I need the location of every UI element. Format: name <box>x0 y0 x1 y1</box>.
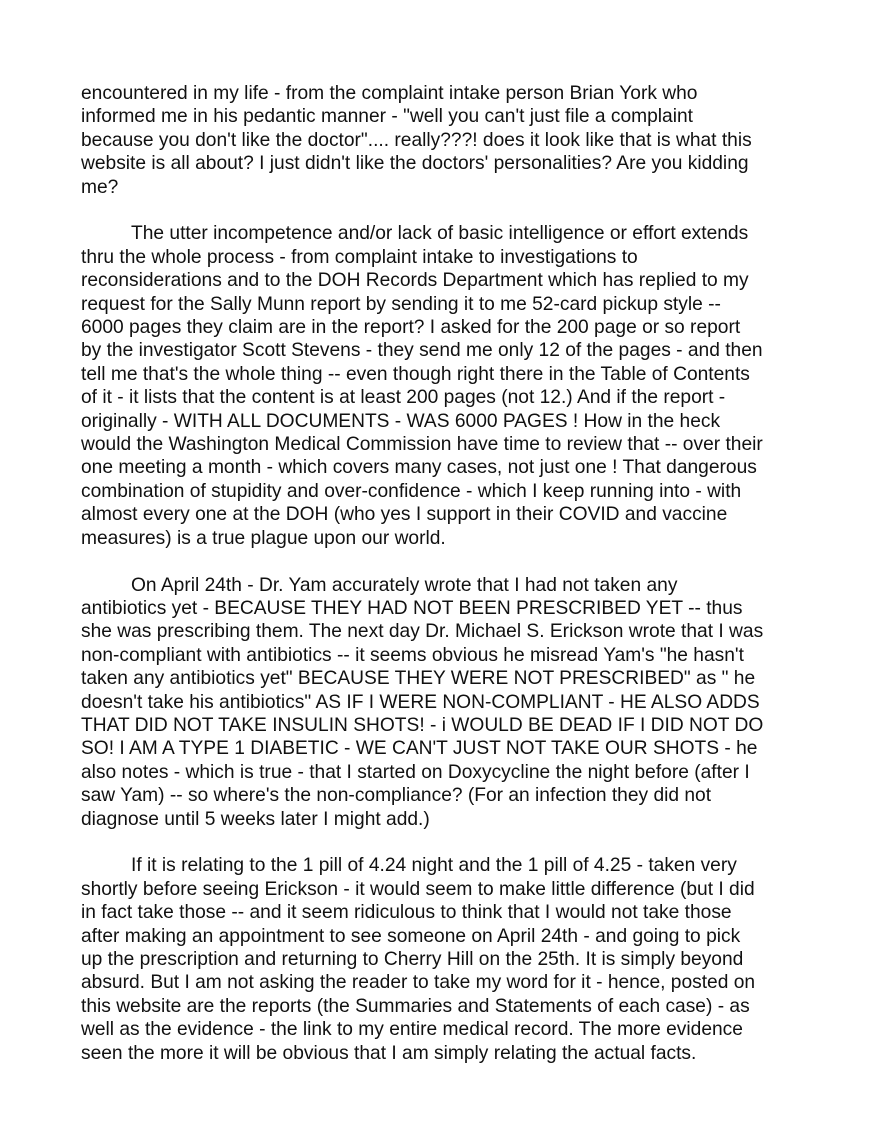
text-line: encountered in my life - from the complaint intake person Brian York who <box>81 83 698 104</box>
document-body <box>81 82 801 1088</box>
text-line: website is all about? I just didn't like the doctors' personalities? Are you kidding <box>81 153 749 175</box>
text-line: doesn't take his antibiotics" AS IF I WERE NON-COMPLIANT - HE ALSO ADDS <box>81 691 760 713</box>
text-line: in fact take those -- and it seem ridiculous to think that I would not take those <box>81 902 732 924</box>
text-line: tell me that's the whole thing -- even though right there in the Table of Contents <box>81 363 750 385</box>
text-line: THAT DID NOT TAKE INSULIN SHOTS! - i WOULD BE DEAD IF I DID NOT DO <box>81 714 764 736</box>
text-line: by the investigator Scott Stevens - they send me only 12 of the pages - and then <box>81 340 763 362</box>
text-line: one meeting a month - which covers many cases, not just one ! That dangerous <box>81 457 757 479</box>
text-line: diagnose until 5 weeks later I might add.) <box>81 808 430 830</box>
text-line: combination of stupidity and over-confidence - which I keep running into - with <box>81 480 742 502</box>
text-line: also notes - which is true - that I started on Doxycycline the night before (after I <box>81 761 750 783</box>
text-line-content: On April 24th - Dr. Yam accurately wrote that I had not taken any <box>131 574 678 596</box>
text-line: reconsiderations and to the DOH Records Department which has replied to my <box>81 270 749 292</box>
text-line: informed me in his pedantic manner - "well you can't just file a complaint <box>81 106 693 128</box>
text-line: me? <box>81 176 119 198</box>
text-line: after making an appointment to see someone on April 24th - and going to pick <box>81 925 741 947</box>
text-line: because you don't like the doctor".... really???! does it look like that is what this <box>81 129 752 151</box>
paragraph <box>81 222 801 550</box>
text-line: almost every one at the DOH (who yes I support in their COVID and vaccine <box>81 504 728 526</box>
text-line: SO! I AM A TYPE 1 DIABETIC - WE CAN'T JUST NOT TAKE OUR SHOTS - he <box>81 738 758 760</box>
text-line: seen the more it will be obvious that I am simply relating the actual facts. <box>81 1042 697 1064</box>
text-line: well as the evidence - the link to my entire medical record. The more evidence <box>81 1019 743 1041</box>
text-line: taken any antibiotics yet" BECAUSE THEY WERE NOT PRESCRIBED" as " he <box>81 668 756 690</box>
text-line: request for the Sally Munn report by sending it to me 52-card pickup style -- <box>81 293 721 315</box>
text-line: would the Washington Medical Commission have time to review that -- over their <box>81 434 763 456</box>
paragraph <box>81 854 801 1065</box>
text-line: up the prescription and returning to Cherry Hill on the 25th. It is simply beyond <box>81 948 744 970</box>
text-line: of it - it lists that the content is at least 200 pages (not 12.) And if the report - <box>81 387 726 409</box>
text-line-content: If it is relating to the 1 pill of 4.24 night and the 1 pill of 4.25 - taken very <box>131 855 737 877</box>
text-line: she was prescribing them. The next day Dr. Michael S. Erickson wrote that I was <box>81 621 764 643</box>
text-line: this website are the reports (the Summaries and Statements of each case) - as <box>81 995 750 1017</box>
text-line: saw Yam) -- so where's the non-compliance? (For an infection they did not <box>81 785 712 807</box>
text-line: 6000 pages they claim are in the report? I asked for the 200 page or so report <box>81 317 741 339</box>
text-line: absurd. But I am not asking the reader to take my word for it - hence, posted on <box>81 972 756 994</box>
text-line <box>81 222 801 245</box>
text-line: measures) is a true plague upon our world. <box>81 527 446 549</box>
text-line <box>81 574 801 597</box>
text-line <box>81 854 801 877</box>
text-line: shortly before seeing Erickson - it would seem to make little difference (but I did <box>81 878 755 900</box>
paragraph <box>81 82 801 199</box>
text-line: thru the whole process - from complaint intake to investigations to <box>81 246 638 268</box>
paragraph <box>81 574 801 831</box>
text-line: antibiotics yet - BECAUSE THEY HAD NOT BEEN PRESCRIBED YET -- thus <box>81 597 743 619</box>
text-line-content: The utter incompetence and/or lack of basic intelligence or effort extends <box>131 223 749 245</box>
text-line: non-compliant with antibiotics -- it seems obvious he misread Yam's "he hasn't <box>81 644 744 666</box>
text-line: originally - WITH ALL DOCUMENTS - WAS 6000 PAGES ! How in the heck <box>81 410 721 432</box>
